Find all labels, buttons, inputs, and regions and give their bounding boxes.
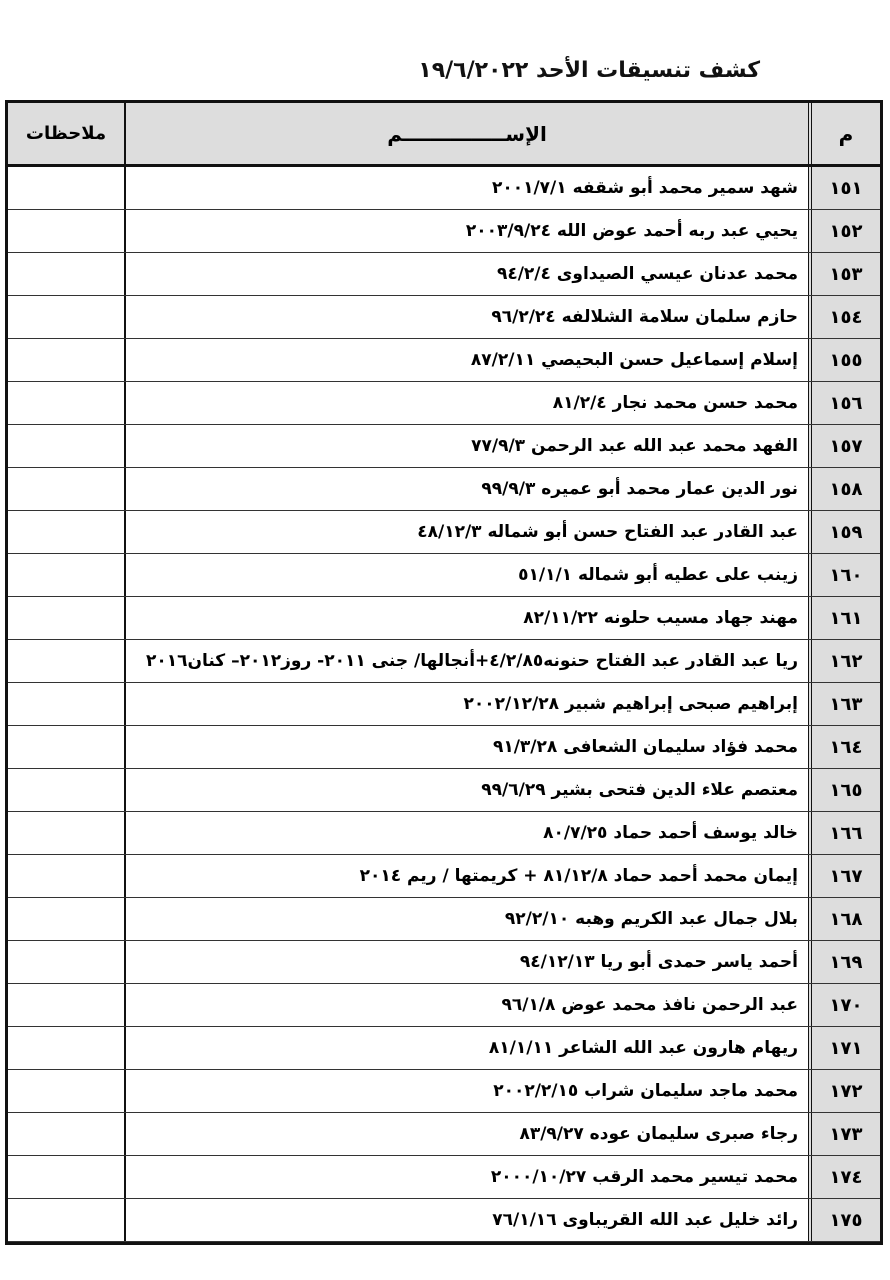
row-number: ١٦٥ [808,769,880,811]
row-name: إبراهيم صبحى إبراهيم شبير ٢٠٠٢/١٢/٢٨ [124,683,808,725]
header-num: م [808,103,880,164]
table-row [8,468,880,511]
row-number: ١٦٣ [808,683,880,725]
row-name: محمد تيسير محمد الرقب ٢٠٠٠/١٠/٢٧ [124,1156,808,1198]
row-notes [8,984,124,1026]
row-notes [8,726,124,768]
row-name: زينب على عطيه أبو شماله ٥١/١/١ [124,554,808,596]
row-notes [8,1070,124,1112]
row-number: ١٦٨ [808,898,880,940]
names-table [5,100,883,1245]
row-name: عبد القادر عبد الفتاح حسن أبو شماله ٤٨/١٢/٣ [124,511,808,553]
table-row [8,210,880,253]
table-row [8,253,880,296]
row-number: ١٥٨ [808,468,880,510]
row-notes [8,683,124,725]
row-name: ريهام هارون عبد الله الشاعر ٨١/١/١١ [124,1027,808,1069]
row-notes [8,812,124,854]
row-number: ١٥٣ [808,253,880,295]
table-row [8,984,880,1027]
table-row [8,640,880,683]
table-row [8,941,880,984]
row-name: محمد عدنان عيسي الصيداوى ٩٤/٢/٤ [124,253,808,295]
row-name: محمد حسن محمد نجار ٨١/٢/٤ [124,382,808,424]
row-notes [8,941,124,983]
row-number: ١٥١ [808,167,880,209]
row-notes [8,425,124,467]
row-name: إسلام إسماعيل حسن البحيصي ٨٧/٢/١١ [124,339,808,381]
row-notes [8,296,124,338]
row-notes [8,1027,124,1069]
row-number: ١٧٣ [808,1113,880,1155]
row-notes [8,554,124,596]
table-row [8,683,880,726]
row-number: ١٦٦ [808,812,880,854]
row-number: ١٧٠ [808,984,880,1026]
row-name: خالد يوسف أحمد حماد ٨٠/٧/٢٥ [124,812,808,854]
row-name: رجاء صبرى سليمان عوده ٨٣/٩/٢٧ [124,1113,808,1155]
row-number: ١٦٢ [808,640,880,682]
table-row [8,812,880,855]
row-name: بلال جمال عبد الكريم وهبه ٩٢/٢/١٠ [124,898,808,940]
row-number: ١٧٥ [808,1199,880,1241]
row-number: ١٦٤ [808,726,880,768]
row-notes [8,468,124,510]
row-notes [8,855,124,897]
row-number: ١٦٠ [808,554,880,596]
row-name: رائد خليل عبد الله القريباوى ٧٦/١/١٦ [124,1199,808,1241]
row-number: ١٥٩ [808,511,880,553]
row-number: ١٦٩ [808,941,880,983]
row-name: شهد سمير محمد أبو شقفه ٢٠٠١/٧/١ [124,167,808,209]
table-row [8,1027,880,1070]
header-name: الإســـــــــــــــم [124,103,808,164]
row-number: ١٥٢ [808,210,880,252]
row-name: الفهد محمد عبد الله عبد الرحمن ٧٧/٩/٣ [124,425,808,467]
row-notes [8,339,124,381]
table-row [8,296,880,339]
row-name: معتصم علاء الدين فتحى بشير ٩٩/٦/٢٩ [124,769,808,811]
row-notes [8,1113,124,1155]
row-number: ١٧٤ [808,1156,880,1198]
table-header [8,103,880,167]
table-row [8,554,880,597]
table-row [8,1113,880,1156]
table-row [8,382,880,425]
table-row [8,898,880,941]
table-row [8,425,880,468]
row-name: إيمان محمد أحمد حماد ٨١/١٢/٨ + كريمتها / ريم ٢٠١٤ [124,855,808,897]
row-number: ١٥٥ [808,339,880,381]
row-number: ١٦٧ [808,855,880,897]
row-notes [8,769,124,811]
table-row [8,1199,880,1242]
row-notes [8,898,124,940]
table-row [8,167,880,210]
row-notes [8,253,124,295]
row-name: أحمد ياسر حمدى أبو ريا ٩٤/١٢/١٣ [124,941,808,983]
row-notes [8,1156,124,1198]
row-name: نور الدين عمار محمد أبو عميره ٩٩/٩/٣ [124,468,808,510]
row-number: ١٧٢ [808,1070,880,1112]
table-row [8,769,880,812]
row-name: عبد الرحمن نافذ محمد عوض ٩٦/١/٨ [124,984,808,1026]
page-title: كشف تنسيقات الأحد ١٩/٦/٢٠٢٢ [418,58,760,83]
row-notes [8,1199,124,1241]
header-notes: ملاحظات [25,123,107,144]
row-number: ١٥٦ [808,382,880,424]
row-notes [8,210,124,252]
row-number: ١٦١ [808,597,880,639]
table-row [8,597,880,640]
row-name: ريا عبد القادر عبد الفتاح حنونه٤/٢/٨٥+أنجالها/ جنى ٢٠١١- روز٢٠١٢– كنان٢٠١٦ [124,640,808,682]
row-notes [8,640,124,682]
row-name: حازم سلمان سلامة الشلالفه ٩٦/٢/٢٤ [124,296,808,338]
row-name: محمد ماجد سليمان شراب ٢٠٠٢/٢/١٥ [124,1070,808,1112]
row-name: محمد فؤاد سليمان الشعافى ٩١/٣/٢٨ [124,726,808,768]
row-number: ١٥٤ [808,296,880,338]
row-number: ١٧١ [808,1027,880,1069]
table-row [8,855,880,898]
row-notes [8,167,124,209]
table-row [8,511,880,554]
row-number: ١٥٧ [808,425,880,467]
row-notes [8,511,124,553]
table-row [8,726,880,769]
row-name: يحيي عبد ربه أحمد عوض الله ٢٠٠٣/٩/٢٤ [124,210,808,252]
row-notes [8,382,124,424]
row-name: مهند جهاد مسيب حلونه ٨٢/١١/٢٢ [124,597,808,639]
row-notes [8,597,124,639]
table-row [8,339,880,382]
table-row [8,1070,880,1113]
table-row [8,1156,880,1199]
